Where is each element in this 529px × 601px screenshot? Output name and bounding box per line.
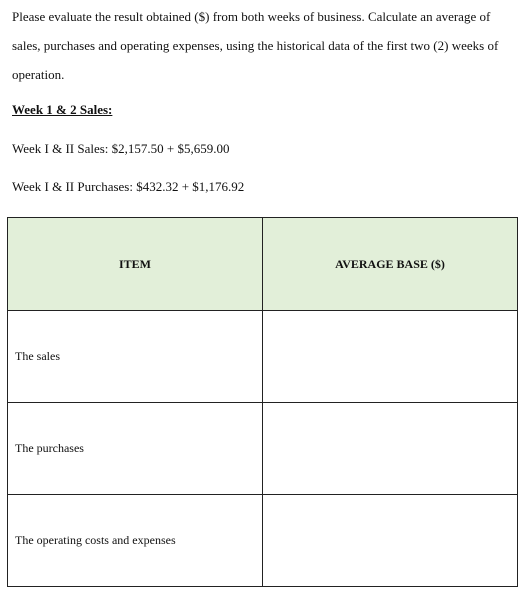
row-item-cell: The operating costs and expenses <box>8 495 263 587</box>
header-item: ITEM <box>8 218 263 311</box>
header-average-base: AVERAGE BASE ($) <box>263 218 518 311</box>
table-row <box>8 311 518 403</box>
section-heading: Week 1 & 2 Sales: <box>12 102 113 117</box>
row-item-cell: The sales <box>8 311 263 403</box>
table-header-row <box>8 218 518 311</box>
instructions-paragraph: Please evaluate the result obtained ($) from both weeks of business. Calculate an average of sales, purchases and operating expenses, using the historical data of the first two (2) weeks of operation. <box>12 9 499 82</box>
row-value-cell[interactable] <box>263 495 518 587</box>
row-value-cell[interactable] <box>263 311 518 403</box>
table-row <box>8 403 518 495</box>
average-table <box>7 217 518 587</box>
table-row <box>8 495 518 587</box>
row-value-cell[interactable] <box>263 403 518 495</box>
purchases-line: Week I & II Purchases: $432.32 + $1,176.92 <box>12 179 245 194</box>
row-item-cell: The purchases <box>8 403 263 495</box>
sales-line: Week I & II Sales: $2,157.50 + $5,659.00 <box>12 141 230 156</box>
